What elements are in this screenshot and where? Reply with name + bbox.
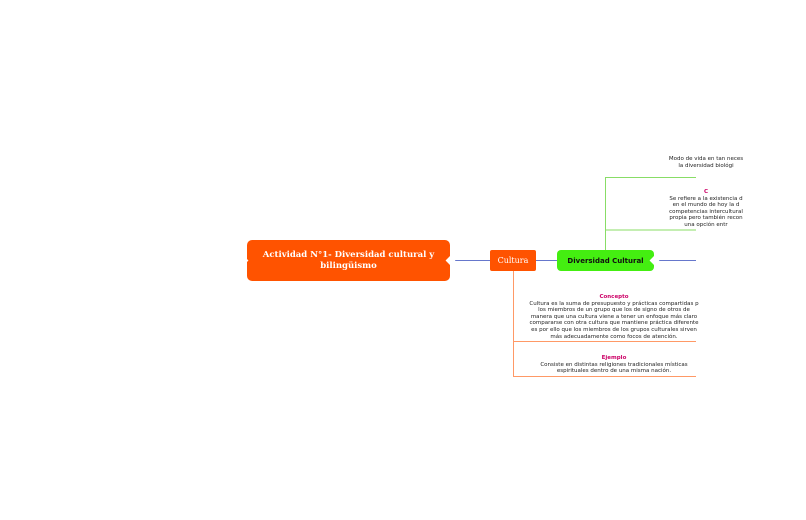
subtopic-right-2-line: Se refiere a la existencia d xyxy=(669,195,743,202)
concepto-line: los miembros de un grupo que los de signo de otros de xyxy=(538,307,690,314)
concepto-node[interactable] xyxy=(514,294,714,340)
diversidad-cultural-label: Diversidad Cultural xyxy=(567,256,644,265)
subtopic-right-1[interactable] xyxy=(606,156,806,169)
subtopic-right-2-line: propia pero también recon xyxy=(669,215,743,222)
ejemplo-line: Consiste en distintas religiones tradicionales místicas xyxy=(540,361,688,368)
concepto-line: es por ello que los miembros de los grupos culturales sirven xyxy=(531,326,697,333)
cultura-label: Cultura xyxy=(497,256,529,265)
diversidad-cultural-node[interactable] xyxy=(557,250,654,271)
subtopic-right-1-line: Modo de vida en tan neces xyxy=(668,156,744,162)
subtopic-right-2-line: una opción entr xyxy=(684,221,728,228)
ejemplo-head: Ejemplo xyxy=(601,355,627,361)
ejemplo-node[interactable] xyxy=(514,355,714,375)
concepto-line: compararse con otra cultura que mantiene práctica diferente xyxy=(529,320,699,327)
subtopic-right-1-line: la diversidad biológi xyxy=(678,162,734,169)
concepto-line: manera que una cultura viene a tener un enfoque más claro xyxy=(530,313,698,320)
cultura-node[interactable] xyxy=(490,250,536,271)
subtopic-right-2-line: en el mundo de hoy la d xyxy=(672,202,740,209)
concepto-line: más adecuadamente como focos de atención. xyxy=(550,333,678,340)
main-topic-node[interactable] xyxy=(247,240,450,281)
concepto-line: Cultura es la suma de presupuesto y prácticas compartidas p xyxy=(529,300,699,307)
subtopic-right-2-head: C xyxy=(703,189,709,195)
concepto-head: Concepto xyxy=(599,294,629,300)
subtopic-right-2-line: competencias intercultural xyxy=(669,208,743,215)
subtopic-right-2[interactable] xyxy=(606,189,806,229)
main-topic-label: Actividad N°1- Diversidad cultural y bilingüismo xyxy=(262,249,435,271)
ejemplo-line: espirituales dentro de una misma nación. xyxy=(556,368,672,375)
